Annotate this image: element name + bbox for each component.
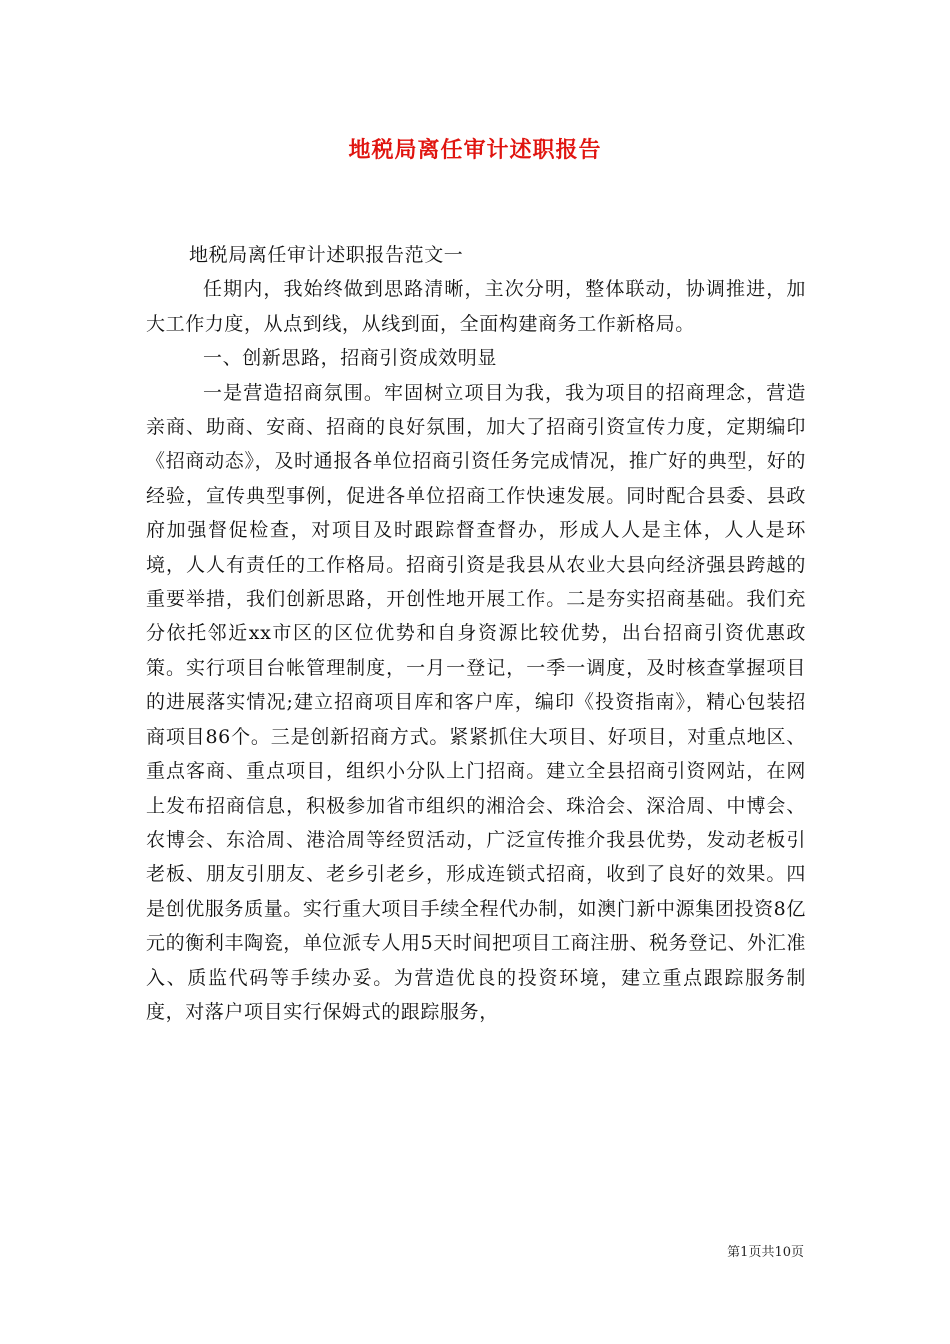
document-title: 地税局离任审计述职报告	[348, 137, 602, 163]
page-number: 第1页共10页	[727, 1245, 804, 1260]
paragraph-intro: 任期内，我始终做到思路清晰，主次分明，整体联动，协调推进，加大工作力度，从点到线，从线到面，全面构建商务工作新格局。	[146, 278, 806, 335]
document-subtitle: 地税局离任审计述职报告范文一	[189, 244, 464, 266]
document-body	[146, 238, 806, 1029]
section-heading: 一、创新思路，招商引资成效明显	[203, 347, 498, 370]
paragraph-main: 一是营造招商氛围。牢固树立项目为我，我为项目的招商理念，营造亲商、助商、安商、招商的良好氛围，加大了招商引资宣传力度，定期编印《招商动态》，及时通报各单位招商引资任务完成情况，推广好的典型，好的经验，宣传典型事例，促进各单位招商工作快速发展。同时配合县委、县政府加强督促检查，对项目及时跟踪督查督办，形成人人是主体，人人是环境，人人有责任的工作格局。招商引资是我县从农业大县向经济强县跨越的重要举措，我们创新思路，开创性地开展工作。二是夯实招商基础。我们充分依托邻近xx市区的区位优势和自身资源比较优势，出台招商引资优惠政策。实行项目台帐管理制度，一月一登记，一季一调度，及时核查掌握项目的进展落实情况;建立招商项目库和客户库，编印《投资指南》，精心包装招商项目86个。三是创新招商方式。紧紧抓住大项目、好项目，对重点地区、重点客商、重点项目，组织小分队上门招商。建立全县招商引资网站，在网上发布招商信息，积极参加省市组织的湘洽会、珠洽会、深洽周、中博会、农博会、东洽周、港洽周等经贸活动，广泛宣传推介我县优势，发动老板引老板、朋友引朋友、老乡引老乡，形成连锁式招商，收到了良好的效果。四是创优服务质量。实行重大项目手续全程代办制，如澳门新中源集团投资8亿元的衡利丰陶瓷，单位派专人用5天时间把项目工商注册、税务登记、外汇准入、质监代码等手续办妥。为营造优良的投资环境，建立重点跟踪服务制度，对落户项目实行保姆式的跟踪服务，	[146, 381, 806, 1023]
